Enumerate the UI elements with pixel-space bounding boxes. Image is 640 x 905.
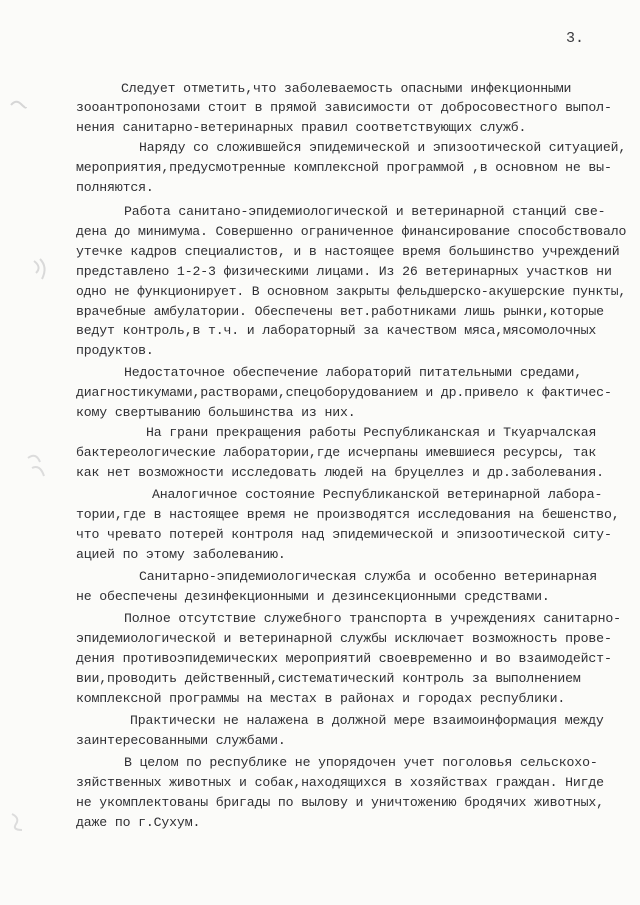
text-line: На грани прекращения работы Республиканская и Ткуарчалская [146, 425, 597, 440]
text-line: нения санитарно-ветеринарных правил соответствующих служб. [76, 120, 527, 135]
text-line: как нет возможности исследовать людей на бруцеллез и др.заболевания. [76, 465, 604, 480]
text-line: вии,проводить действенный,систематический контроль за выполнением [76, 671, 581, 686]
text-line: дения противоэпидемических мероприятий своевременно и во взаимодейст- [76, 651, 612, 666]
text-line: что чревато потерей контроля над эпидемической и эпизоотической ситу- [76, 527, 612, 542]
text-line: Практически не налажена в должной мере взаимоинформация между [130, 713, 604, 728]
page-number: 3. [566, 30, 585, 47]
text-line: утечке кадров специалистов, и в настоящее время большинство учреждений [76, 244, 620, 259]
text-line: ведут контроль,в т.ч. и лабораторный за качеством мяса,мясомолочных [76, 323, 597, 338]
text-line: Санитарно-эпидемиологическая служба и особенно ветеринарная [139, 569, 598, 584]
text-line: Аналогичное состояние Республиканской ветеринарной лабора- [152, 487, 603, 502]
text-line: комплексной программы на местах в районах и городах республики. [76, 691, 566, 706]
text-line: зяйственных животных и собак,находящихся в хозяйствах граждан. Нигде [76, 775, 604, 790]
text-line: Наряду со сложившейся эпидемической и эпизоотической ситуацией, [139, 140, 627, 155]
text-line: ацией по этому заболеванию. [76, 547, 286, 562]
text-line: одно не функционирует. В основном закрыты фельдшерско-акушерские пункты, [76, 284, 627, 299]
text-line: врачебные амбулатории. Обеспечены вет.работниками лишь рынки,которые [76, 304, 604, 319]
text-line: не укомплектованы бригады по вылову и уничтожению бродячих животных, [76, 795, 604, 810]
text-line: не обеспечены дезинфекционными и дезинсекционными средствами. [76, 589, 550, 604]
text-line: зооантропонозами стоит в прямой зависимости от добросовестного выпол- [76, 100, 612, 115]
text-line: Недостаточное обеспечение лабораторий питательными средами, [124, 365, 583, 380]
text-line: мероприятия,предусмотренные комплексной программой ,в основном не вы- [76, 160, 612, 175]
text-line: даже по г.Сухум. [76, 815, 201, 830]
scan-smudge-mark [24, 450, 50, 480]
scan-smudge-mark [8, 95, 28, 115]
scan-smudge-mark [8, 808, 30, 834]
text-line: представлено 1-2-3 физическими лицами. Из 26 ветеринарных участков ни [76, 264, 612, 279]
text-line: тории,где в настоящее время не производятся исследования на бешенство, [76, 507, 620, 522]
text-line: дена до минимума. Совершенно ограниченное финансирование способствовало [76, 224, 627, 239]
text-line: диагностикумами,растворами,спецоборудованием и др.привело к фактичес- [76, 385, 612, 400]
text-line: эпидемиологической и ветеринарной службы исключает возможность прове- [76, 631, 612, 646]
text-line: Следует отметить,что заболеваемость опасными инфекционными [121, 81, 572, 96]
text-line: бактереологические лаборатории,где исчерпаны имевшиеся ресурсы, так [76, 445, 597, 460]
text-line: кому свертыванию большинства из них. [76, 405, 356, 420]
text-line: заинтересованными службами. [76, 733, 286, 748]
scan-smudge-mark [30, 255, 54, 285]
text-line: Полное отсутствие служебного транспорта в учреждениях санитарно- [124, 611, 621, 626]
text-line: полняются. [76, 180, 154, 195]
text-line: Работа санитано-эпидемиологической и ветеринарной станций све- [124, 204, 606, 219]
text-line: В целом по республике не упорядочен учет поголовья сельскохо- [124, 755, 598, 770]
text-line: продуктов. [76, 343, 154, 358]
